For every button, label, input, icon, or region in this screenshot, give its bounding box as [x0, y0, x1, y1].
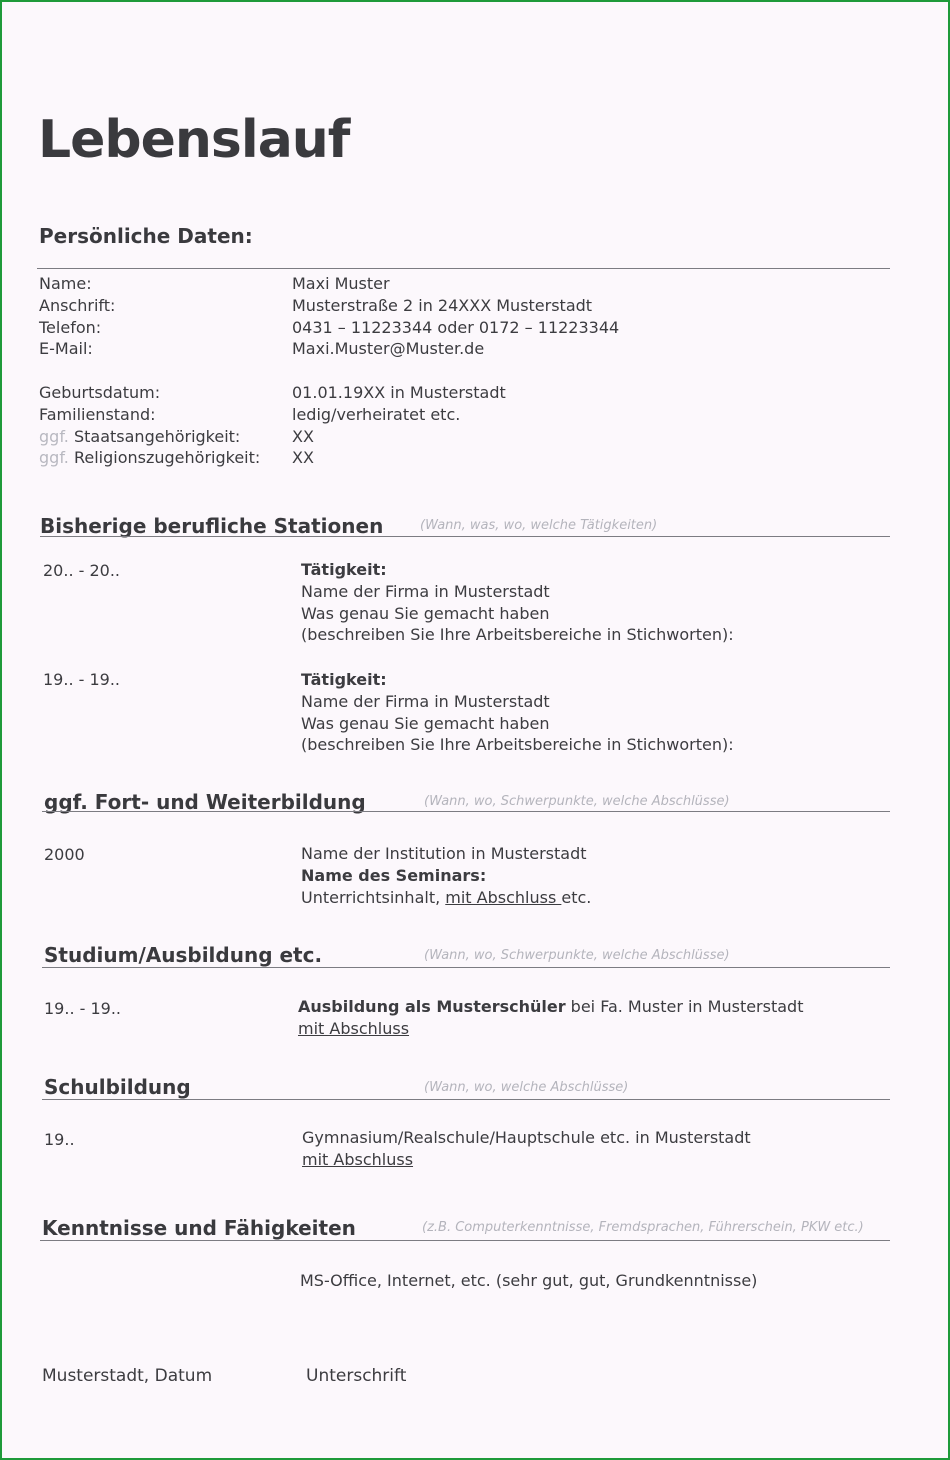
label-religion: ggf. Religionszugehörigkeit:: [39, 448, 261, 468]
label-nationality: ggf. Staatsangehörigkeit:: [39, 426, 241, 446]
personal-heading: Persönliche Daten:: [39, 224, 253, 248]
career-what-2: Was genau Sie gemacht haben: [301, 713, 550, 733]
school-text: Gymnasium/Realschule/Hauptschule etc. in Musterstadt: [302, 1128, 751, 1147]
school-degree: mit Abschluss: [302, 1149, 414, 1169]
skills-heading: Kenntnisse und Fähigkeiten: [42, 1216, 356, 1240]
label-name: Name:: [39, 274, 92, 293]
training-rule: [42, 811, 890, 812]
career-desc-1: (beschreiben Sie Ihre Arbeitsbereiche in Stichworten):: [301, 625, 734, 645]
career-date-2: 19.. - 19..: [43, 670, 121, 689]
value-address: Musterstraße 2 in 24XXX Musterstadt: [292, 295, 593, 315]
school-entry: [302, 1127, 751, 1171]
career-entry-1: [301, 559, 734, 646]
career-rule: [40, 536, 890, 537]
career-role-1: Tätigkeit:: [301, 560, 387, 579]
school-date: 19..: [44, 1130, 75, 1149]
value-phone: 0431 – 11223344 oder 0172 – 11223344: [292, 317, 620, 337]
personal-labels: [39, 273, 115, 360]
career-company-1: Name der Firma in Musterstadt: [301, 581, 550, 601]
training-institution: Name der Institution in Musterstadt: [301, 844, 587, 863]
label-address: Anschrift:: [39, 295, 116, 315]
signature-label: Unterschrift: [306, 1366, 407, 1386]
study-date: 19.. - 19..: [44, 999, 122, 1018]
study-entry: [298, 996, 803, 1040]
value-birthdate: 01.01.19XX in Musterstadt: [292, 383, 506, 402]
study-degree: mit Abschluss: [298, 1018, 410, 1038]
label-phone: Telefon:: [39, 317, 102, 337]
training-date: 2000: [44, 845, 85, 864]
study-rule: [42, 967, 890, 968]
study-heading: Studium/Ausbildung etc.: [44, 943, 323, 967]
training-degree: mit Abschluss: [445, 887, 562, 907]
page-title: Lebenslauf: [38, 110, 350, 170]
study-title: Ausbildung als Musterschüler: [298, 997, 566, 1016]
optional-prefix: ggf.: [39, 448, 69, 468]
optional-prefix: ggf.: [39, 426, 69, 446]
school-heading: Schulbildung: [44, 1075, 191, 1099]
training-entry: [301, 843, 591, 908]
skills-text: MS-Office, Internet, etc. (sehr gut, gut, Grundkenntnisse): [300, 1271, 758, 1290]
study-hint: (Wann, wo, Schwerpunkte, welche Abschlüsse): [424, 948, 730, 963]
value-name: Maxi Muster: [292, 274, 390, 293]
career-what-1: Was genau Sie gemacht haben: [301, 603, 550, 623]
career-heading: Bisherige berufliche Stationen: [40, 514, 384, 538]
career-entry-2: [301, 669, 734, 756]
career-role-2: Tätigkeit:: [301, 670, 387, 689]
value-email: Maxi.Muster@Muster.de: [292, 339, 485, 359]
value-religion: XX: [292, 448, 314, 468]
value-marital-status: ledig/verheiratet etc.: [292, 404, 461, 424]
training-seminar: Name des Seminars:: [301, 865, 487, 885]
skills-hint: (z.B. Computerkenntnisse, Fremdsprachen, Führerschein, PKW etc.): [422, 1220, 864, 1235]
study-line: Ausbildung als Musterschüler bei Fa. Muster in Musterstadt: [298, 997, 804, 1016]
personal-rule: [37, 268, 890, 269]
label-birthdate: Geburtsdatum:: [39, 383, 161, 402]
skills-rule: [40, 1240, 890, 1241]
career-hint: (Wann, was, wo, welche Tätigkeiten): [420, 518, 658, 533]
value-nationality: XX: [292, 426, 314, 446]
label-marital-status: Familienstand:: [39, 404, 156, 424]
career-date-1: 20.. - 20..: [43, 561, 121, 580]
label-email: E-Mail:: [39, 339, 93, 359]
career-desc-2: (beschreiben Sie Ihre Arbeitsbereiche in Stichworten):: [301, 735, 734, 755]
career-company-2: Name der Firma in Musterstadt: [301, 691, 550, 711]
personal-labels-2: [39, 382, 260, 469]
personal-values: [292, 273, 619, 360]
training-content-line: Unterrichtsinhalt, mit Abschluss etc.: [301, 887, 592, 907]
training-heading: ggf. Fort- und Weiterbildung: [44, 790, 366, 814]
personal-values-2: [292, 382, 506, 469]
school-rule: [42, 1099, 890, 1100]
training-hint: (Wann, wo, Schwerpunkte, welche Abschlüsse): [424, 794, 730, 809]
school-hint: (Wann, wo, welche Abschlüsse): [424, 1080, 629, 1095]
place-date: Musterstadt, Datum: [42, 1366, 213, 1386]
